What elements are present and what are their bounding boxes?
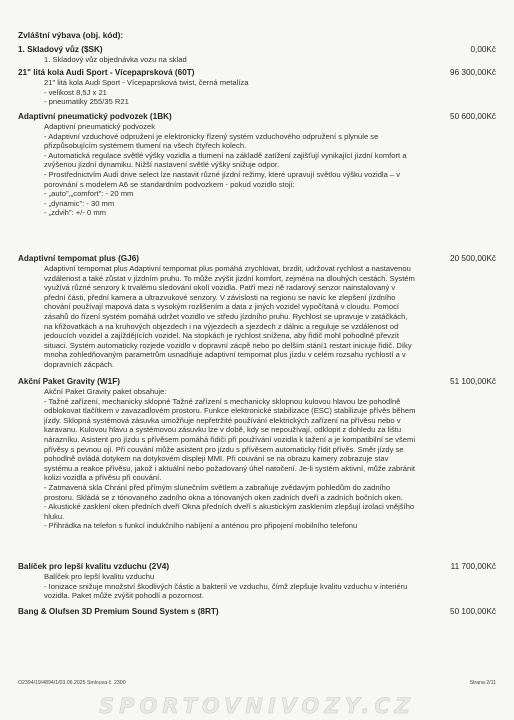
description-line: - Akustické zasklení oken předních dveří Okna předních dveří s akustickým zasklením zlepšují izolaci vnějšího hluku. xyxy=(44,502,415,521)
description-line: - „auto",„comfort": - 20 mm xyxy=(44,189,134,199)
description-line: Balíček pro lepší kvalitu vzduchu xyxy=(44,572,155,581)
equipment-item-description xyxy=(44,264,416,370)
equipment-item-price: 0,00Kč xyxy=(470,45,496,54)
description-line: - Zatmavená skla Chrání před přímým slunečním světlem a zabraňuje zvědavým pohledům do zadního prostoru. Skládá se z tónovaného zadního okna a tónovaných oken zadních dveří a zadních bočních oken. xyxy=(44,482,403,502)
equipment-item-title: Balíček pro lepší kvalitu vzduchu (2V4) xyxy=(18,562,170,571)
equipment-item-title: 1. Skladový vůz ($SK) xyxy=(18,45,103,54)
description-line: - velikost 8,5J x 21 xyxy=(44,87,107,97)
equipment-item-title: Bang & Olufsen 3D Premium Sound System s (8RT) xyxy=(18,607,219,616)
equipment-item-description xyxy=(44,55,416,65)
description-line: Adaptivní pneumatický podvozek xyxy=(44,122,156,131)
equipment-item-description xyxy=(44,572,416,601)
equipment-item-price: 20 500,00Kč xyxy=(450,254,496,263)
equipment-item-price: 51 100,00Kč xyxy=(450,377,496,386)
equipment-item-price: 50 600,00Kč xyxy=(450,112,496,121)
description-line: - Tažné zařízení, mechanicky sklopné Tažné zařízení s mechanicky sklopnou kulovou hlavou lze pohodlně odblokovat tlačítkem v zavazadlovém prostoru. Funkce elektronické stabilizace (ESC) stabilizuje přívěs během jízdy. Sklopná systémová zásuvka umožňuje nepřetržité používání elektrických zařízení na přívěsu nebo v karavanu. Kulovou hlavu a systémovou zásuvku lze v době, kdy se nepoužívají, odklopit z dohledu za lištu nárazníku. Asistent pro jízdu s přívěsem pomáhá řidiči při používání vozidla k tažení a je kompatibilní se všemi přívěsy s pevnou ojí. Při couvání může asistent pro jízdu s přívěsem automaticky řídit přívěs. Směr jízdy se pohodlně ovládá dotykem na dotykovém displeji MMI. Při couvání se na obrazu kamery zobrazuje stav systému a reakce přívěsu, jakož i aktuální nebo požadovaný úhel natočení. Je-li systém aktivní, může zabránit kolizi vozidla a přívěsu při couvání. xyxy=(44,396,416,483)
description-line: 1. Skladový vůz objednávka vozu na sklad xyxy=(44,55,187,64)
equipment-item-price: 96 300,00Kč xyxy=(450,68,496,77)
equipment-item-description xyxy=(44,122,416,218)
description-line: - Automatická regulace světlé výšky vozidla a tlumení na základě zatížení zajišťují vynikající jízdní komfort a zvýšenou jízdní dynamiku. Nižší nastavení světlé výšky snižuje odpor. xyxy=(44,150,407,170)
footer-document-reference: O2394/19/4894/1/03.06.2025 Smlouva č. 2300 xyxy=(18,680,126,686)
equipment-item xyxy=(18,45,504,65)
equipment-item xyxy=(18,112,504,218)
equipment-item-description xyxy=(44,387,416,531)
description-line: Akční Paket Gravity paket obsahuje: xyxy=(44,387,167,396)
equipment-item-title: Adaptivní pneumatický podvozek (1BK) xyxy=(18,112,172,121)
equipment-item xyxy=(18,562,504,601)
description-line: - „dynamic": - 30 mm xyxy=(44,198,115,208)
equipment-item-price: 11 700,00Kč xyxy=(450,562,496,571)
description-line: - Prostřednictvím Audi drive select lze nastavit různé jízdní režimy, které upravují světlou výšku vozidla – v porovnání s modelem A6 se standardním podvozkem - pokud vozidlo stojí: xyxy=(44,169,401,189)
equipment-item-price: 50 100,00Kč xyxy=(450,607,496,616)
description-line: - Ionizace snižuje množství škodlivých částic a bakterií ve vzduchu, čímž zlepšuje kvalitu vzduchu v interiéru vozidla. Paket může zvýšit pohodlí a pozornost. xyxy=(44,581,408,601)
section-title: Zvláštní výbava (obj. kód): xyxy=(18,30,124,40)
description-line: - Přihrádka na telefon s funkcí indukčního nabíjení a anténou pro připojení mobilního telefonu xyxy=(44,521,358,531)
description-line: 21" litá kola Audi Sport - Vícepaprsková twist, černá metalíza xyxy=(44,78,249,87)
description-line: - pneumatiky 255/35 R21 xyxy=(44,97,129,107)
description-line: - Adaptivní vzduchové odpružení je elektronicky řízený systém vzduchového odpružení s plynule se přizpůsobujícím systémem tlumení na všech čtyřech kolech. xyxy=(44,131,379,151)
equipment-item xyxy=(18,254,504,370)
equipment-item xyxy=(18,377,504,531)
equipment-item-title: Adaptivní tempomat plus (GJ6) xyxy=(18,254,140,263)
footer-page-number: Strana 2/11 xyxy=(469,680,496,686)
description-line: Adaptivní tempomat plus Adaptivní tempomat plus pomáhá zrychlovat, brzdit, udržovat rychlost a nastavenou vzdálenost a také zůstat v jízdním pruhu. To může zvýšit jízdní komfort, zejména na dlouhých cestách. Systém využívá různé senzory k trvalému sledování okolí vozidla. Patří mezi ně radarový senzor nainstalovaný v přední části, přední kamera a ultrazvukové senzory. V závislosti na regionu se navíc ke zlepšení jízdního chování používají mapová data s vysokým rozlišením a data z jiných vozidel vypočítaná v cloudu. Pomocí zásahů do řízení systém pomáhá udržet vozidlo ve středu jízdního pruhu. Rychlost se upravuje v zatáčkách, na křižovatkách a na kruhových objezdech i na výjezdech a sjezdech z dálnic a reguluje se vzdálenost od jedoucích vozidel a zajíždějících vozidel. Na stopkách je rychlost snížena, aby řidič mohl pohodlně převzít situaci. Systém automaticky rozjede vozidlo v dopravní zácpě nebo po delším stání1 restart iniciuje řidič. Díky mnoha zohledňovaným parametrům usnadňuje adaptivní tempomat plus jízdu v celém rozsahu rychlostí a v dopravních zácpách. xyxy=(44,264,415,369)
equipment-item-title: 21" litá kola Audi Sport - Vícepaprsková (60T) xyxy=(18,68,195,77)
equipment-item-description xyxy=(44,78,416,107)
description-line: - „zdvih": +/- 0 mm xyxy=(44,208,106,218)
equipment-item xyxy=(18,607,504,617)
watermark: SPORTOVNIVOZY.CZ xyxy=(99,694,415,718)
equipment-item-title: Akční Paket Gravity (W1F) xyxy=(18,377,120,386)
equipment-item xyxy=(18,68,504,107)
